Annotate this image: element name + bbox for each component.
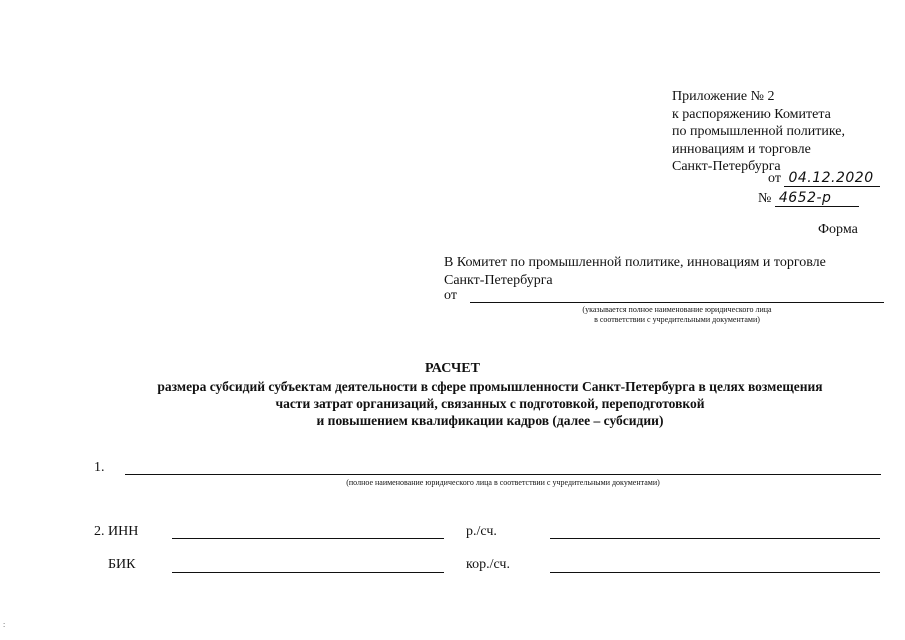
subtitle-line-1: размера субсидий субъектам деятельности в сфере промышленности Санкт-Петербурга в целях возмещения — [157, 379, 823, 394]
organization-name-field[interactable] — [125, 460, 881, 475]
corr-account-field[interactable] — [550, 557, 880, 573]
appendix-date-row — [768, 170, 880, 187]
appendix-line-3: по промышленной политике, — [672, 124, 846, 139]
appendix-line-2: к распоряжению Комитета — [672, 106, 831, 122]
number-prefix: № — [758, 191, 772, 206]
from-hint-line-2: в соответствии с учредительными документами) — [594, 315, 760, 324]
scan-edge-mark: : — [3, 620, 6, 629]
inn-label: 2. ИНН — [94, 524, 139, 539]
document-title: РАСЧЕТ — [425, 361, 480, 376]
inn-field[interactable] — [172, 524, 444, 539]
account-field[interactable] — [550, 524, 880, 539]
handwritten-number: 4652-р — [775, 190, 860, 207]
item-1-number: 1. — [94, 460, 105, 475]
appendix-block — [672, 88, 872, 176]
from-hint — [470, 305, 884, 325]
appendix-number-row — [758, 190, 859, 207]
organization-name-hint: (полное наименование юридического лица в соответствии с учредительными документами) — [346, 478, 660, 487]
document-subtitle — [90, 378, 890, 429]
appendix-line-4: инновациям и торговле — [672, 141, 811, 157]
form-label: Форма — [818, 222, 858, 237]
account-label: р./сч. — [466, 524, 497, 539]
addressee-line-2: Санкт-Петербурга — [444, 273, 553, 288]
bik-field[interactable] — [172, 557, 444, 573]
handwritten-date: 04.12.2020 — [784, 170, 879, 187]
from-prefix: от — [444, 288, 457, 303]
appendix-line-5: Санкт-Петербурга — [672, 159, 781, 174]
from-fill-line[interactable] — [470, 288, 884, 303]
appendix-line-1: Приложение № 2 — [672, 89, 775, 104]
addressee-block — [444, 254, 884, 290]
corr-account-label: кор./сч. — [466, 557, 510, 572]
date-prefix: от — [768, 171, 781, 186]
bik-label: БИК — [108, 557, 136, 572]
subtitle-line-2: части затрат организаций, связанных с подготовкой, переподготовкой — [275, 396, 705, 411]
subtitle-line-3: и повышением квалификации кадров (далее – субсидии) — [316, 413, 664, 428]
addressee-line-1: В Комитет по промышленной политике, инновациям и торговле — [444, 255, 826, 270]
from-hint-line-1: (указывается полное наименование юридического лица — [582, 305, 772, 314]
